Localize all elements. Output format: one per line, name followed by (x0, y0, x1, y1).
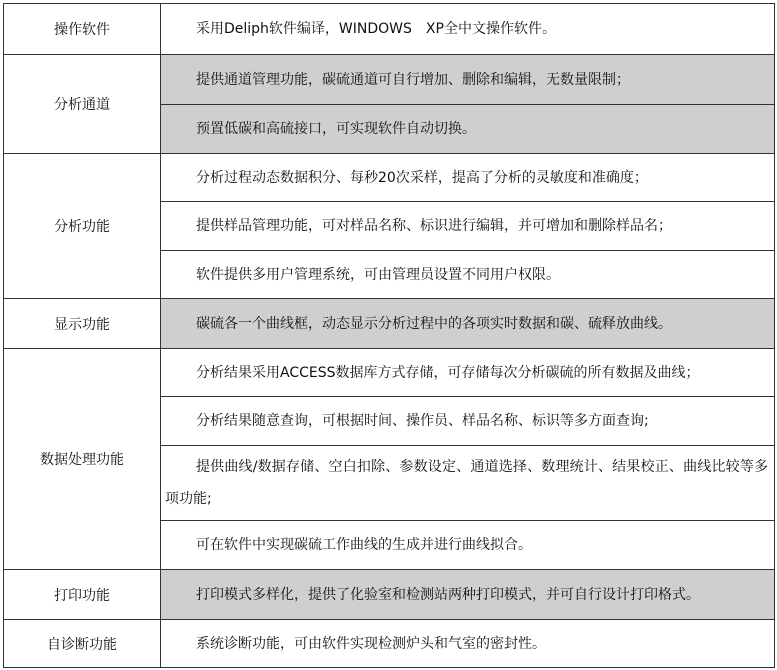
feature-cell: 碳硫各一个曲线框，动态显示分析过程中的各项实时数据和碳、硫释放曲线。 (161, 299, 775, 349)
category-cell-operation-software: 操作软件 (4, 4, 161, 55)
category-cell-analysis-channel: 分析通道 (4, 55, 161, 154)
feature-cell: 提供通道管理功能，碳硫通道可自行增加、删除和编辑，无数量限制； (161, 55, 775, 105)
feature-cell: 软件提供多用户管理系统，可由管理员设置不同用户权限。 (161, 251, 775, 299)
feature-cell: 系统诊断功能，可由软件实现检测炉头和气室的密封性。 (161, 620, 775, 668)
feature-cell: 采用Deliph软件编译，WINDOWS XP全中文操作软件。 (161, 4, 775, 55)
category-cell-print-function: 打印功能 (4, 570, 161, 620)
feature-cell: 分析过程动态数据积分、每秒20次采样，提高了分析的灵敏度和准确度； (161, 154, 775, 202)
feature-cell: 提供样品管理功能，可对样品名称、标识进行编辑，并可增加和删除样品名； (161, 202, 775, 251)
feature-cell: 分析结果随意查询，可根据时间、操作员、样品名称、标识等多方面查询; (161, 397, 775, 446)
feature-cell: 可在软件中实现碳硫工作曲线的生成并进行曲线拟合。 (161, 521, 775, 570)
category-cell-analysis-function: 分析功能 (4, 154, 161, 299)
feature-cell: 预置低碳和高硫接口，可实现软件自动切换。 (161, 105, 775, 154)
feature-cell: 提供曲线/数据存储、空白扣除、参数设定、通道选择、数理统计、结果校正、曲线比较等多项功能; (161, 446, 775, 521)
software-feature-table (3, 3, 775, 668)
category-cell-data-processing: 数据处理功能 (4, 349, 161, 570)
category-cell-display-function: 显示功能 (4, 299, 161, 349)
feature-cell: 分析结果采用ACCESS数据库方式存储，可存储每次分析碳硫的所有数据及曲线； (161, 349, 775, 397)
category-cell-self-diagnosis: 自诊断功能 (4, 620, 161, 668)
feature-cell: 打印模式多样化，提供了化验室和检测站两种打印模式，并可自行设计打印格式。 (161, 570, 775, 620)
